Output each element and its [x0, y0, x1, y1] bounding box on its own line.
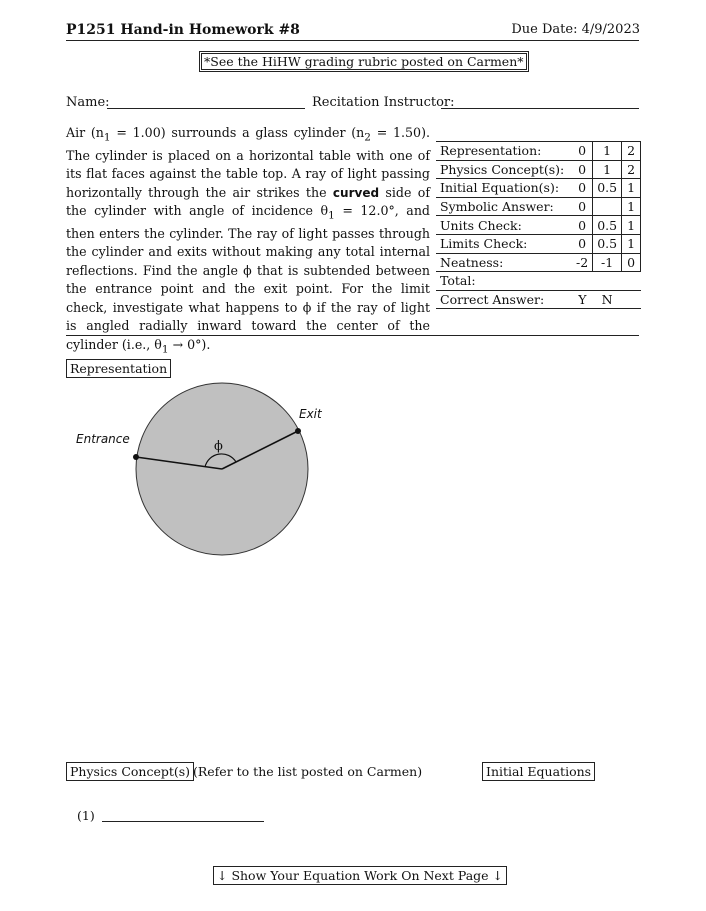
next-page-note: ↓ Show Your Equation Work On Next Page ↓ [213, 866, 507, 885]
rubric-row: Units Check: 0 0.5 1 [436, 216, 641, 235]
rubric-row: Correct Answer: Y N [436, 290, 641, 309]
rubric-note: *See the HiHW grading rubric posted on Carmen* [199, 51, 529, 72]
header-divider [66, 40, 639, 41]
rubric-row: Representation: 0 1 2 [436, 142, 641, 161]
concept-item-field[interactable] [102, 821, 264, 822]
grading-rubric-table [436, 124, 641, 309]
rubric-row: Symbolic Answer: 0 1 [436, 197, 641, 216]
phi-label: ϕ [214, 439, 223, 454]
rubric-row: Physics Concept(s): 0 1 2 [436, 160, 641, 179]
exit-label: Exit [299, 407, 322, 421]
entrance-label: Entrance [76, 432, 130, 446]
page-title: P1251 Hand-in Homework #8 [66, 22, 300, 38]
concept-item-number: (1) [77, 808, 95, 823]
name-field[interactable] [107, 108, 305, 109]
due-date: Due Date: 4/9/2023 [511, 22, 640, 37]
physics-concepts-note: (Refer to the list posted on Carmen) [193, 764, 423, 779]
name-label: Name: [66, 95, 110, 110]
rubric-row: Initial Equation(s): 0 0.5 1 [436, 179, 641, 198]
cylinder-diagram [60, 380, 330, 560]
rubric-row: Neatness: -2 -1 0 [436, 253, 641, 272]
section-divider [66, 335, 639, 336]
problem-statement: Air $(n_1 = 1.00)$ surrounds a glass cylinder $(n_2 = 1.50)$. The cylinder is placed on a horizontal table with one of its flat faces against the table top. A ray of light passing horizontally through the air strikes the curved side of the cylinder with angle of incidence $\theta_1 = 12.0^\circ$, and then enters the cylinder. The ray of light passes through the cylinder and exits without making any total internal reflections. Find the angle ϕ that is subtended between the entrance point and the exit point. For the limit check, investigate what happens to ϕ if the ray of light is angled radially inward toward the center of the cylinder (i.e., $\theta_1 \to 0^\circ$). [66, 125, 431, 356]
rubric-row: Total: [436, 272, 641, 291]
entrance-point [133, 454, 139, 460]
representation-heading: Representation [66, 359, 171, 378]
rubric-row: Limits Check: 0 0.5 1 [436, 234, 641, 253]
initial-equations-heading: Initial Equations [482, 762, 595, 781]
physics-concepts-heading: Physics Concept(s) [66, 762, 194, 781]
instructor-field[interactable] [441, 108, 639, 109]
instructor-label: Recitation Instructor: [312, 95, 455, 110]
exit-point [295, 428, 301, 434]
